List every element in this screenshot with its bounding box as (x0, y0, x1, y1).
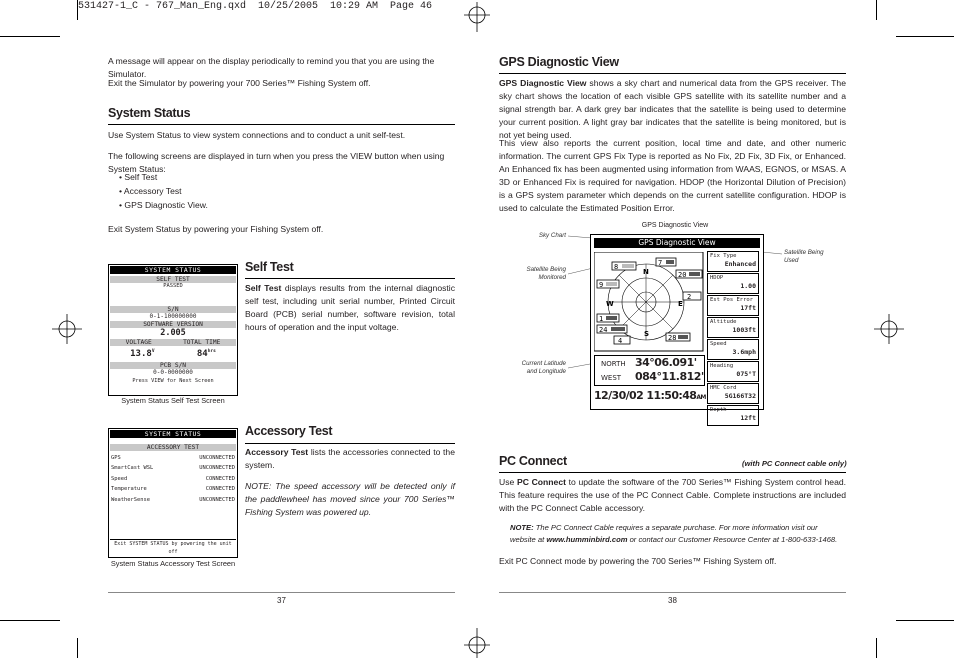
gps-diagnostic-screen (590, 234, 764, 422)
list-item: • Self Test (119, 170, 208, 184)
pcb-label: PCB S/N (110, 362, 236, 369)
svg-text:4: 4 (618, 337, 623, 345)
accessory-test-caption: System Status Accessory Test Screen (110, 559, 236, 568)
sn-label: S/N (110, 306, 236, 313)
gps-diagnostic-term: GPS Diagnostic View (499, 78, 587, 88)
pc-connect-rule (499, 472, 846, 473)
footer-rule-right (499, 592, 846, 593)
satellite-monitored-label: Satellite Being Monitored (526, 266, 566, 281)
sw-label: SOFTWARE VERSION (110, 321, 236, 328)
gps-fields (707, 251, 759, 426)
table-row: Speed CONNECTED (111, 475, 235, 482)
system-status-heading: System Status (108, 106, 191, 120)
registration-mark-bottom (462, 628, 492, 658)
table-row: GPS UNCONNECTED (111, 455, 235, 461)
self-test-body (245, 282, 455, 334)
table-row: Temperature CONNECTED (111, 486, 235, 493)
self-test-text: displays results from the internal diagnostic self test, including unit serial number, Printed Circuit Board (PCB) serial number, software revision, total hours of operation and the input voltage. (245, 283, 455, 332)
satellite-9 (597, 280, 619, 289)
compass-e: E (678, 300, 683, 308)
field-hdop: HDOP 1.00 (707, 273, 759, 294)
system-status-list (119, 170, 208, 212)
system-status-p1: Use System Status to view system connections and to conduct a unit self-test. (108, 130, 406, 140)
voltage-unit: V (151, 349, 155, 354)
website-link[interactable]: www.humminbird.com (546, 535, 628, 544)
system-status-p2: The following screens are displayed in turn when you press the VIEW button when using System Status: (108, 151, 445, 174)
accessory-test-text: lists the accessories connected to the system. (245, 447, 455, 470)
field-depth: Depth 12ft (707, 405, 759, 426)
datetime-value: 12/30/02 11:50:48 (594, 389, 697, 402)
svg-text:1: 1 (599, 315, 604, 323)
gps-screen-header: GPS Diagnostic View (594, 238, 760, 248)
time-label: TOTAL TIME (183, 339, 221, 346)
footer-rule-left (108, 592, 455, 593)
accessory-test-rule (245, 443, 455, 444)
compass-s: S (644, 330, 650, 338)
self-test-caption: System Status Self Test Screen (121, 396, 225, 405)
gps-figure-title: GPS Diagnostic View (641, 222, 709, 229)
field-speed: Speed 3.6mph (707, 339, 759, 360)
pc-connect-text: to update the software of the 700 Series™ Fishing System control head. This feature requires the use of the PC Connect Cable. Complete instructions are included with the PC Connect Cable accessory. (499, 477, 847, 513)
screen-header: SYSTEM STATUS (110, 266, 236, 274)
note-label: NOTE: (510, 523, 534, 532)
self-test-screen (108, 264, 238, 396)
pc-connect-heading: PC Connect (499, 454, 567, 468)
system-status-p3: Exit System Status by powering your Fishing System off. (108, 224, 324, 234)
list-item: • Accessory Test (119, 184, 208, 198)
pc-connect-subtitle: (with PC Connect cable only) (742, 459, 847, 468)
pc-connect-note: NOTE: The PC Connect Cable requires a separate purchase. For more information visit our website at www.humminbird.com or contact our Customer Resource Center at 1-800-633-1468. (510, 523, 838, 544)
sky-chart-label: Sky Chart (538, 232, 566, 239)
field-est-pos-error: Est Pos Error 17ft (707, 295, 759, 316)
gps-diagnostic-text: shows a sky chart and numerical data from the GPS receiver. The sky chart shows the location of each visible GPS satellite with its satellite number and a signal strength bar. A dark grey bar indicates that the satellite is being used to determine your current position. A light gray bar indicates that the satellite is being monitored, but is not yet being used. (499, 78, 846, 140)
field-fix-type: Fix Type Enhanced (707, 251, 759, 272)
svg-text:2: 2 (687, 293, 692, 301)
satellite-1 (597, 314, 619, 323)
svg-text:9: 9 (599, 281, 604, 289)
compass-w: W (606, 300, 614, 308)
registration-mark-top (462, 2, 492, 32)
table-row: SmartCast WSL UNCONNECTED (111, 465, 235, 472)
page-number-right: 38 (668, 596, 677, 605)
accessory-test-heading: Accessory Test (245, 424, 333, 438)
north-value: 34°06.091' (635, 356, 697, 369)
self-test-rule (245, 278, 455, 279)
accessory-rows (109, 453, 237, 505)
latlon-label: Current Latitude and Longitude (521, 360, 566, 375)
accessory-test-note: NOTE: The speed accessory will be detected only if the paddlewheel has moved since your 700 Series™ Fishing System was powered up. (245, 481, 455, 517)
voltage-value: 13.8 (130, 349, 152, 359)
pcb-value: 0-0-0000000 (153, 369, 193, 376)
system-status-rule (108, 124, 455, 125)
svg-text:20: 20 (678, 271, 687, 279)
intro-paragraph-2: Exit the Simulator by powering your 700 Series™ Fishing System off. (108, 78, 371, 88)
satellite-used-label: Satellite Being Used (784, 249, 824, 264)
sw-value: 2.005 (160, 328, 186, 338)
screen-header: SYSTEM STATUS (110, 430, 236, 438)
selftest-label: SELF TEST (110, 276, 236, 283)
field-heading: Heading 075°T (707, 361, 759, 382)
svg-text:28: 28 (668, 334, 677, 342)
print-header: 531427-1_C - 767_Man_Eng.qxd 10/25/2005 10:29 AM Page 46 (78, 1, 433, 12)
accessory-test-term: Accessory Test (245, 447, 309, 457)
gps-diagnostic-heading: GPS Diagnostic View (499, 55, 619, 69)
pc-connect-exit: Exit PC Connect mode by powering the 700 Series™ Fishing System off. (499, 556, 777, 566)
screen-footer: Press VIEW for Next Screen (132, 378, 214, 384)
satellite-28 (666, 333, 690, 342)
voltage-label: VOLTAGE (125, 339, 152, 346)
sn-value: 0-1-100000000 (149, 313, 197, 320)
intro-paragraph-1: A message will appear on the display periodically to remind you that you are using the Simulator. (108, 56, 435, 79)
selftest-value: PASSED (163, 283, 183, 289)
satellite-8 (612, 262, 636, 271)
satellite-24 (597, 325, 627, 334)
self-test-heading: Self Test (245, 260, 294, 274)
accessory-sub-label: ACCESSORY TEST (110, 444, 236, 451)
satellite-2 (683, 292, 701, 301)
gps-diagnostic-rule (499, 73, 846, 74)
screen-footer: Exit SYSTEM STATUS by powering the unit off (110, 539, 236, 556)
time-unit: hrs (207, 349, 216, 354)
accessory-test-body (245, 446, 455, 472)
datetime (594, 387, 706, 405)
list-item: • GPS Diagnostic View. (119, 198, 208, 212)
gps-diagnostic-p1 (499, 77, 846, 142)
satellite-4 (614, 336, 630, 345)
table-row: WeatherSense UNCONNECTED (111, 496, 235, 503)
west-label: WEST (601, 374, 622, 382)
svg-text:24: 24 (599, 326, 608, 334)
ampm: AM (696, 394, 706, 401)
field-altitude: Altitude 1003ft (707, 317, 759, 338)
compass-n: N (643, 268, 649, 276)
accessory-test-screen (108, 428, 238, 558)
satellite-20 (676, 270, 702, 279)
voltage-time-values (109, 346, 237, 360)
field-hmc-cord: HMC Cord 5G166T32 (707, 383, 759, 404)
satellite-7 (656, 258, 676, 267)
time-value: 84 (196, 349, 208, 359)
sky-chart (594, 252, 704, 352)
pc-connect-body: Use PC Connect to update the software of the 700 Series™ Fishing System control head. This feature requires the use of the PC Connect Cable. Complete instructions are included with the PC Connect Cable accessory. (499, 477, 847, 513)
gps-diagnostic-p2: This view also reports the current position, local time and date, and other numeric information. The current GPS Fix Type is reported as No Fix, 2D Fix, 3D Fix, or Enhanced. An Enhanced fix has been augmented using information from WAAS, EGNOS, or MSAS. A 3D or Enhanced Fix is required for navigation. HDOP (the Horizontal Dilution of Precision) is a GPS system parameter which depends on the current satellite configuration. HDOP is used to calculate the Estimated Position Error. (499, 138, 846, 213)
latlon-box (594, 355, 705, 386)
registration-mark-right (874, 314, 904, 344)
page-number-left: 37 (277, 596, 286, 605)
svg-text:8: 8 (614, 263, 619, 271)
voltage-time-labels (110, 339, 236, 346)
north-label: NORTH (601, 360, 626, 368)
self-test-term: Self Test (245, 283, 282, 293)
west-value: 084°11.812' (635, 370, 704, 383)
pc-connect-term: PC Connect (516, 477, 566, 487)
svg-text:7: 7 (658, 259, 663, 267)
registration-mark-left (52, 314, 82, 344)
